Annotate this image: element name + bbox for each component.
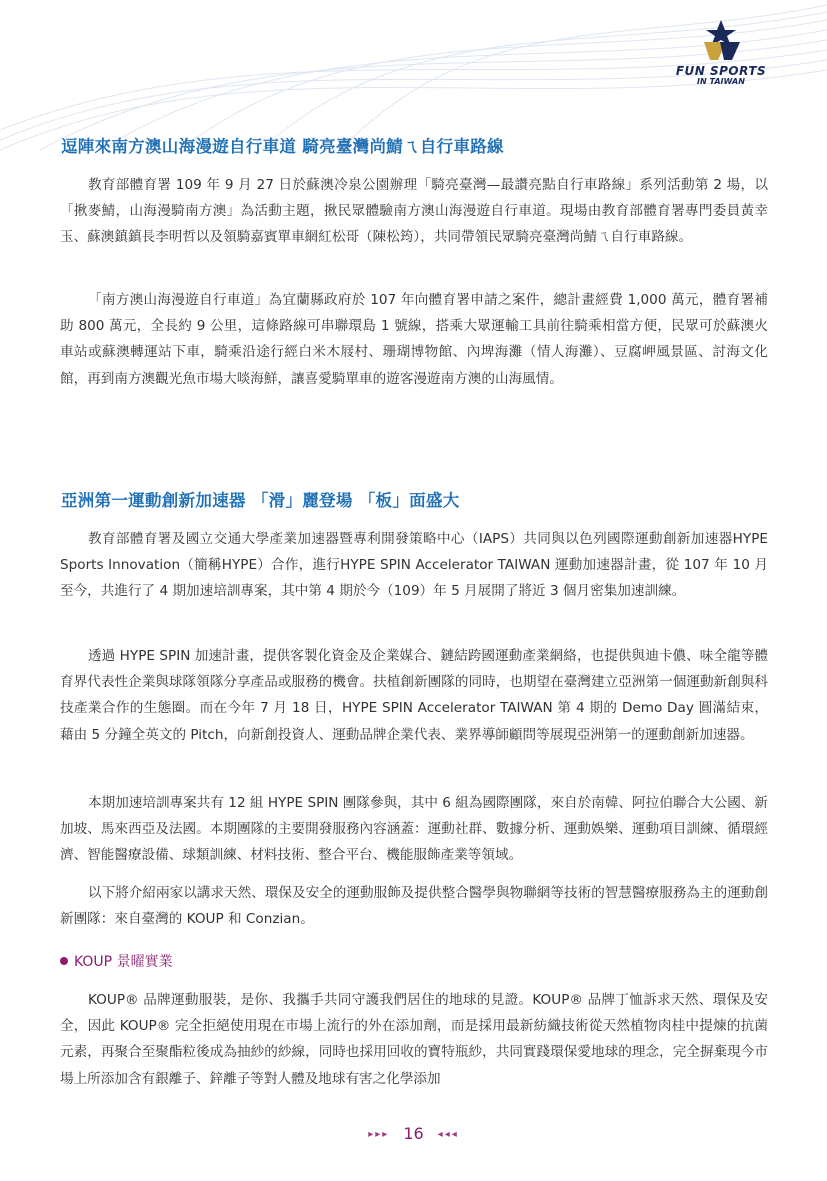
logo-emblem-icon bbox=[698, 18, 744, 62]
koup-paragraph: KOUP® 品牌運動服裝，是你、我攜手共同守護我們居住的地球的見證。KOUP® 品牌丁恤訴求天然、環保及安全，因此 KOUP® 完全拒絕使用現在市場上流行的外在添加劑，而是採用最新紡織技術從天然植物肉桂中提煉的抗菌元素，再聚合至聚酯粒後成為抽紗的紗線，同時也採用回收的寶特瓶紗，共同實踐環保愛地球的理念，完全摒棄現今市場上所添加含有銀離子、鋅離子等對人體及地球有害之化學添加 bbox=[60, 992, 768, 1087]
section2-paragraph-3: 本期加速培訓專案共有 12 組 HYPE SPIN 團隊參與，其中 6 組為國際團隊，來自於南韓、阿拉伯聯合大公國、新加坡、馬來西亞及法國。本期團隊的主要開發服務內容涵蓋：運動社群、數據分析、運動娛樂、運動項目訓練、循環經濟、智能醫療設備、球類訓練、材料技術、整合平台、機能服飾產業等領域。 bbox=[60, 795, 768, 864]
footer-left-arrows-icon: ▸▸▸ bbox=[368, 1129, 390, 1140]
page-number: 16 bbox=[403, 1124, 424, 1143]
section1-paragraph-1: 教育部體育署 109 年 9 月 27 日於蘇澳冷泉公園辦理「騎亮臺灣—最讚亮點自行車路線」系列活動第 2 場，以「揪麥鯖，山海漫騎南方澳」為活動主題，揪民眾體驗南方澳山海漫遊自行車道。現場由教育部體育署專門委員黃幸玉、蘇澳鎮鎮長李明哲以及領騎嘉賓單車網紅松哥（陳松筠），共同帶領民眾騎亮臺灣尚鯖ㄟ自行車路線。 bbox=[60, 177, 768, 246]
logo-line2: IN TAIWAN bbox=[697, 77, 745, 86]
logo-line1: FUN SPORTS bbox=[675, 64, 767, 78]
section1-title: 逗陣來南方澳山海漫遊自行車道 騎亮臺灣尚鯖ㄟ自行車路線 bbox=[61, 137, 504, 156]
bullet-dot-icon bbox=[60, 957, 68, 965]
koup-heading bbox=[60, 951, 173, 971]
page-footer bbox=[0, 1124, 827, 1143]
section2-paragraph-4: 以下將介紹兩家以講求天然、環保及安全的運動服飾及提供整合醫學與物聯網等技術的智慧醫療服務為主的運動創新團隊：來自臺灣的 KOUP 和 Conzian。 bbox=[60, 885, 768, 928]
section2-title: 亞洲第一運動創新加速器 「滑」麗登場 「板」面盛大 bbox=[61, 491, 460, 510]
footer-right-arrows-icon: ◂◂◂ bbox=[437, 1129, 459, 1140]
section1-paragraph-2: 「南方澳山海漫遊自行車道」為宜蘭縣政府於 107 年向體育署申請之案件，總計畫經費 1,000 萬元，體育署補助 800 萬元，全長約 9 公里，這條路線可串聯環島 1 號線，搭乘大眾運輸工具前往騎乘相當方便，民眾可於蘇澳火車站或蘇澳轉運站下車，騎乘沿途行經白米木屐村、珊瑚博物館、內埤海灘（情人海灘）、豆腐岬風景區、討海文化館，再到南方澳觀光魚市場大啖海鮮，讓喜愛騎單車的遊客漫遊南方澳的山海風情。 bbox=[60, 292, 768, 387]
fun-sports-logo bbox=[671, 18, 771, 86]
koup-heading-label: KOUP 景曜實業 bbox=[74, 954, 173, 970]
section2-paragraph-2: 透過 HYPE SPIN 加速計畫，提供客製化資金及企業媒合、鏈結跨國運動產業網絡，也提供與迪卡儂、味全龍等體育界代表性企業與球隊領隊分享產品或服務的機會。扶植創新團隊的同時，也期望在臺灣建立亞洲第一個運動新創與科技產業合作的生態圈。而在今年 7 月 18 日，HYPE SPIN Accelerator TAIWAN 第 4 期的 Demo Day 圓滿結束，藉由 5 分鐘全英文的 Pitch，向新創投資人、運動品牌企業代表、業界導師顧問等展現亞洲第一的運動創新加速器。 bbox=[60, 648, 768, 743]
section2-paragraph-1: 教育部體育署及國立交通大學產業加速器暨專利開發策略中心（IAPS）共同與以色列國際運動創新加速器HYPE Sports Innovation（簡稱HYPE）合作，進行HYPE SPIN Accelerator TAIWAN 運動加速器計畫，從 107 年 10 月至今，共進行了 4 期加速培訓專案，其中第 4 期於今（109）年 5 月展開了將近 3 個月密集加速訓練。 bbox=[60, 531, 768, 600]
